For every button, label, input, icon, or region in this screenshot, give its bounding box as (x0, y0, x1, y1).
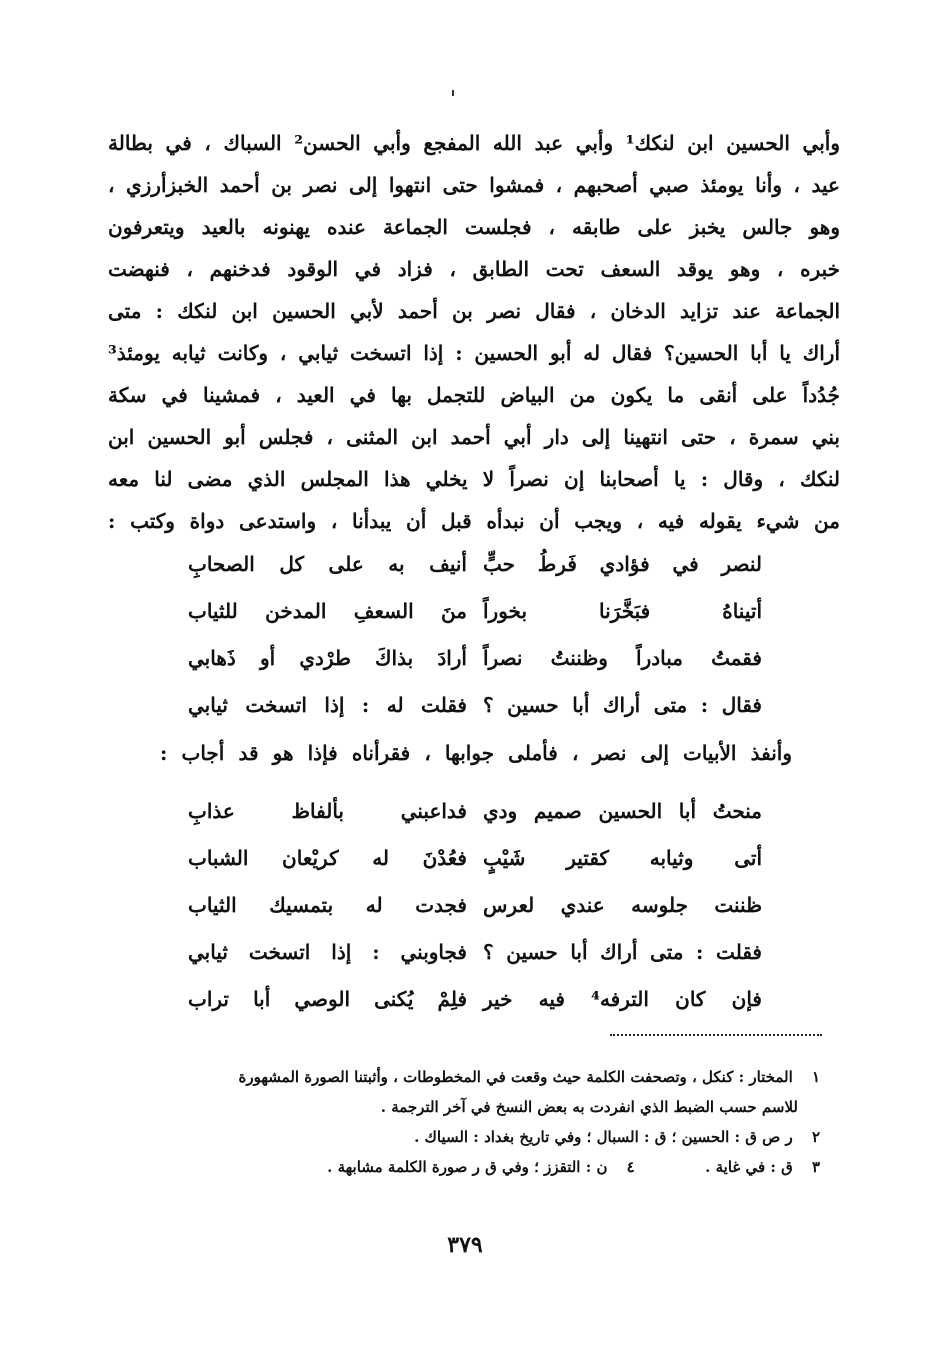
prose-line: خبره ، وهو يوقد السعف تحت الطابق ، فزاد في الوقود فدخنهم ، فنهضت (108, 257, 840, 281)
prose-line: الجماعة عند تزايد الدخان ، فقال نصر بن أحمد لأبي الحسين ابن لنكك : متى (108, 299, 840, 323)
footnote-text: للاسم حسب الضبط الذي انفردت به بعض النسخ في آخر الترجمة . (380, 1098, 798, 1116)
footnote-3-and-4 (108, 1152, 820, 1182)
verse-first-hemistich: فقمتُ مبادراً وظننتُ نصراً (483, 646, 762, 670)
verse-second-hemistich: فلِمْ يُكنى الوصي أبا تراب (188, 987, 467, 1011)
footnote-text: ق : في غاية . (705, 1158, 793, 1176)
verse (180, 788, 770, 835)
verse-first-hemistich: أتى وثيابه كقتير شَيْبٍ (483, 846, 762, 870)
verse-first-hemistich: منحتُ أبا الحسين صميم ودي (483, 799, 762, 823)
page-number: ٣٧٩ (447, 1232, 483, 1258)
verse-first-hemistich: فإن كان الترفه⁴ فيه خير (483, 987, 762, 1011)
verse-second-hemistich: منَ السعفِ المدخن للثياب (188, 599, 467, 623)
poem-second (180, 788, 770, 1023)
prose-line: وهو جالس يخبز على طابقه ، فجلست الجماعة عنده يهنونه بالعيد ويتعرفون (108, 215, 840, 239)
verse-first-hemistich: ظننت جلوسه عندي لعرس (483, 893, 762, 917)
verse-second-hemistich: أنيف به على كل الصحابِ (188, 552, 467, 576)
prose-line: من شيء يقوله فيه ، ويجب أن نبدأه قبل أن يبدأنا ، واستدعى دواة وكتب : (108, 509, 840, 533)
verse-first-hemistich: فقال : متى أراك أبا حسين ؟ (483, 693, 762, 717)
verse (180, 635, 770, 682)
verse (180, 929, 770, 976)
poem-first (180, 541, 770, 729)
prose-line: جُدُداً على أنقى ما يكون من البياض للتجمل بها في العيد ، فمشينا في سكة (108, 383, 840, 407)
middle-prose-line: وأنفذ الأبيات إلى نصر ، فأملى جوابها ، فقرأناه فإذا هو قد أجاب : (160, 741, 792, 765)
footnote-2 (108, 1122, 820, 1152)
prose-line: أراك يا أبا الحسين؟ فقال له أبو الحسين : إذا اتسخت ثيابي ، وكانت ثيابه يومئذ³ (108, 341, 840, 365)
prose-block (108, 122, 840, 542)
footnote-text: ر ص ق : الحسين ؛ ق : السبال ؛ وفي تاريخ بغداد : السياك . (414, 1128, 793, 1146)
verse-second-hemistich: فعُدْنَ له كريْعان الشباب (188, 846, 467, 870)
footnote-1-continued (108, 1092, 820, 1122)
verse-second-hemistich: أرادَ بذاكَ طرْدي أو ذَهابي (188, 646, 467, 670)
footnote-text: ن : التقزز ؛ وفي ق ر صورة الكلمة مشابهة . (327, 1158, 608, 1176)
verse-first-hemistich: لنصر في فؤادي فَرطُ حبٍّ (483, 552, 762, 576)
verse (180, 588, 770, 635)
prose-line: لنكك ، وقال : يا أصحابنا إن نصراً لا يخلي هذا المجلس الذي مضى لنا معه (108, 467, 840, 491)
prose-line: وأبي الحسين ابن لنكك¹ وأبي عبد الله المفجع وأبي الحسن² السباك ، في بطالة (108, 131, 840, 155)
prose-line: بني سمرة ، حتى انتهينا إلى دار أبي أحمد ابن المثنى ، فجلس أبو الحسين ابن (108, 425, 840, 449)
footnote-number: ٣ (811, 1158, 820, 1176)
verse-second-hemistich: فداعبني بألفاظ عذابِ (188, 799, 467, 823)
verse-second-hemistich: فقلت له : إذا اتسخت ثيابي (188, 693, 467, 717)
verse-first-hemistich: فقلت : متى أراك أبا حسين ؟ (483, 940, 762, 964)
footnotes (108, 1062, 820, 1182)
top-mark (452, 90, 454, 96)
verse (180, 682, 770, 729)
footnote-number: ٤ (626, 1158, 635, 1176)
footnote-number: ٢ (811, 1128, 820, 1146)
verse (180, 882, 770, 929)
footnote-divider (610, 1034, 822, 1036)
verse (180, 541, 770, 588)
verse (180, 976, 770, 1023)
verse (180, 835, 770, 882)
verse-first-hemistich: أتيناهُ فبَخَّرَنا بخوراً (483, 599, 762, 623)
verse-second-hemistich: فجدت له بتمسيك الثياب (188, 893, 467, 917)
footnote-number: ١ (811, 1068, 820, 1086)
footnote-text: المختار : كنكل ، وتصحفت الكلمة حيث وقعت في المخطوطات ، وأثبتنا الصورة المشهورة (238, 1068, 793, 1086)
footnote-1 (108, 1062, 820, 1092)
prose-line: عيد ، وأنا يومئذ صبي أصحبهم ، فمشوا حتى انتهوا إلى نصر بن أحمد الخبزأرزي ، (108, 173, 840, 197)
verse-second-hemistich: فجاوبني : إذا اتسخت ثيابي (188, 940, 467, 964)
